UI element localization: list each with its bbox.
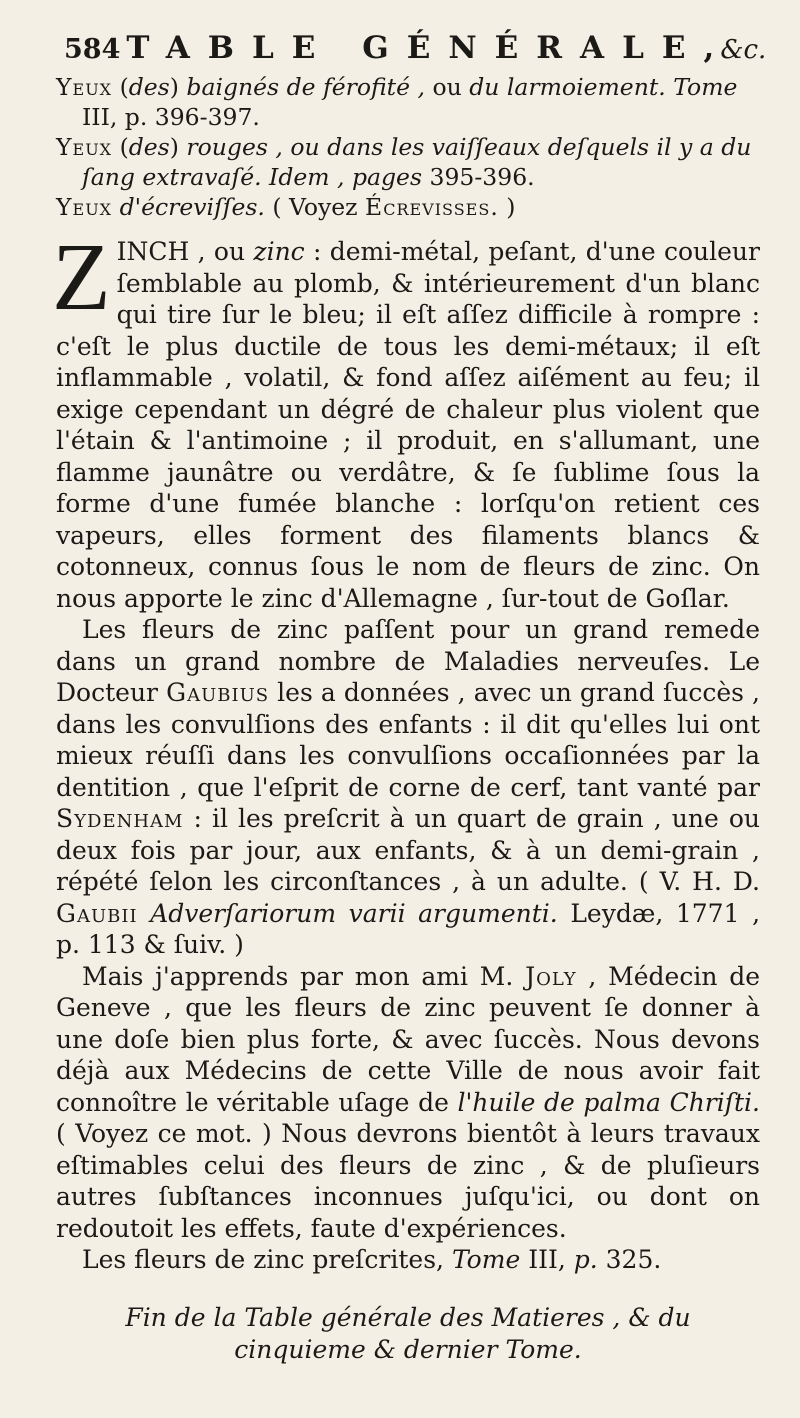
paragraph: Z INCH , ou zinc : demi-métal, peſant, d'une couleur ſemblable au plomb, & intérieurement d'un blanc qui tire ſur le bleu; il eſt aſſez difficile à rompre : c'eſt le plus ductile de tous les demi-métaux; il eſt inflammable , volatil, & fond aſſez aiſément au feu; il exige cependant un dégré de chaleur plus violent que l'étain & l'antimoine ; il produit, en s'allumant, une flamme jaunâtre ou verdâtre, & ſe ſublime ſous la forme d'une fumée blanche : lorſqu'on retient ces vapeurs, elles forment des filaments blancs & cotonneux, connus ſous le nom de fleurs de zinc. On nous apporte le zinc d'Allemagne , ſur-tout de Goſlar. xyxy=(52,223,760,613)
paragraph: Mais j'apprends par mon ami M. Joly , Médecin de Geneve , que les fleurs de zinc peuvent ſe donner à une doſe bien plus forte, & avec ſuccès. Nous devons déjà aux Médecins de cette Ville de nous avoir fait connoître le véritable uſage de l'huile de palma Chriſti. ( Voyez ce mot. ) Nous devrons bientôt à leurs travaux eſtimables celui des fleurs de zinc , & de pluſieurs autres ſubſtances inconnues juſqu'ici, ou dont on redoutoit les effets, faute d'expériences. xyxy=(56,961,761,1243)
document-page xyxy=(52,30,767,1400)
entry-reference: 395-396. xyxy=(429,163,535,191)
index-entry: Yeux (des) rouges , ou dans les vaiſſeaux deſquels il y a du ſang extravaſé. Idem , pages 395-396. xyxy=(56,133,752,191)
person-name: Sydenham xyxy=(56,804,184,833)
page-title: TABLE GÉNÉRALE, xyxy=(126,30,733,66)
drop-cap: Z xyxy=(52,223,111,330)
index-entries xyxy=(56,72,760,222)
article-zinch xyxy=(52,223,761,1276)
entry-headword: Yeux xyxy=(56,133,113,161)
person-name: Gaubii xyxy=(56,898,138,928)
person-name: Joly xyxy=(525,961,577,991)
paragraph: Les fleurs de zinc paſſent pour un grand remede dans un grand nombre de Maladies nerveuſes. Le Docteur Gaubius les a données , avec un grand ſuccès , dans les convulſions des enfants : il dit qu'elles lui ont mieux réuſſi dans les convulſions occaſionnées par la dentition , que l'eſprit de corne de cerf, tant vanté par Sydenham : il les preſcrit à un quart de grain , une ou deux fois par jour, aux enfants, & à un demi-grain , répété ſelon les circonſtances , à un adulte. ( V. H. D. Gaubii Adverſariorum varii argumenti. Leydæ, 1771 , p. 113 & ſuiv. ) xyxy=(56,615,761,959)
index-entry: Yeux d'écreviſſes. ( Voyez Écrevisses. ) xyxy=(56,193,516,221)
paragraph: Les fleurs de zinc preſcrites, Tome III, p. 325. xyxy=(82,1245,662,1274)
entry-headword: Yeux xyxy=(56,73,113,101)
person-name: Gaubius xyxy=(166,678,270,707)
entry-headword: Yeux xyxy=(56,193,113,221)
cross-reference: Écrevisses. xyxy=(365,193,499,221)
title-etc: &c. xyxy=(720,35,767,65)
running-header xyxy=(64,30,767,66)
end-note: Fin de la Table générale des Matieres , & du cinquieme & dernier Tome. xyxy=(125,1302,691,1364)
page-number: 584 xyxy=(64,34,121,65)
entry-reference: III, p. 396-397. xyxy=(82,103,260,131)
index-entry: Yeux (des) baignés de férofité , ou du larmoiement. Tome III, p. 396-397. xyxy=(56,73,738,131)
cited-work: Adverſariorum varii argumenti. xyxy=(150,898,558,928)
